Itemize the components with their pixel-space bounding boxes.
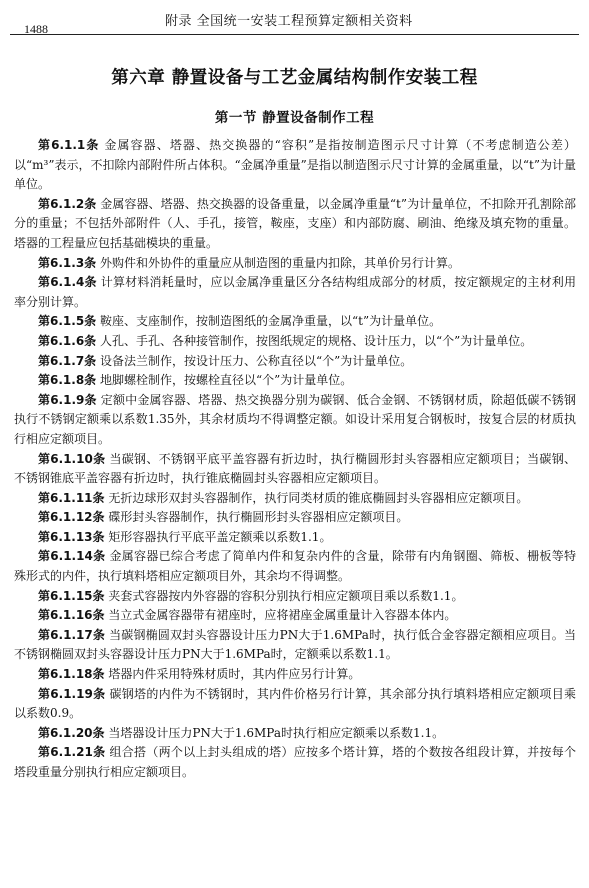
clause-6-1-15	[14, 587, 576, 607]
clause-6-1-5	[14, 312, 576, 332]
clause-6-1-10	[14, 450, 576, 489]
clause-label: 第6.1.6条	[38, 333, 97, 348]
section-title: 第一节 静置设备制作工程	[214, 110, 375, 126]
clause-label: 第6.1.1条	[38, 138, 100, 152]
clause-label: 第6.1.20条	[38, 725, 105, 740]
clause-6-1-19	[14, 685, 576, 724]
page-number: 1488	[24, 22, 48, 36]
clause-text: 碳钢塔的内件为不锈钢时，其内件价格另行计算，其余部分执行填料塔相应定额项目乘以系数0.9。	[14, 686, 576, 721]
clause-6-1-13	[14, 528, 576, 548]
clause-text: 定额中金属容器、塔器、热交换器分别为碳钢、低合金钢、不锈钢材质，除超低碳不锈钢执行不锈钢定额乘以系数1.35外，其余材质均不得调整定额。如设计采用复合钢板时，按复合层的材质执行相应定额项目。	[14, 392, 576, 446]
clause-text: 人孔、手孔、各种接管制作，按图纸规定的规格、设计压力，以“个”为计量单位。	[100, 333, 533, 348]
clause-6-1-12	[14, 508, 576, 528]
clause-text: 当立式金属容器带有裙座时，应将裙座金属重量计入容器本体内。	[108, 608, 457, 623]
clause-label: 第6.1.21条	[38, 745, 106, 760]
clause-6-1-14	[14, 547, 576, 586]
clause-text: 金属容器、塔器、热交换器的“容积”是指按制造图示尺寸计算（不考虑制造公差）以“m³”表示，不扣除内部附件所占体积。“金属净重量”是指以制造图示尺寸计算的金属重量，以“t”为计量单位。	[14, 138, 576, 192]
clause-6-1-2	[14, 195, 576, 254]
clause-label: 第6.1.19条	[38, 686, 106, 701]
clause-6-1-11	[14, 489, 576, 509]
clause-text: 当塔器设计压力PN大于1.6MPa时执行相应定额乘以系数1.1。	[108, 725, 445, 740]
clause-label: 第6.1.10条	[38, 451, 106, 466]
clause-text: 地脚螺栓制作，按螺栓直径以“个”为计量单位。	[100, 373, 353, 388]
clause-text: 金属容器、塔器、热交换器的设备重量，以金属净重量“t”为计量单位，不扣除开孔割除部分的重量；不包括外部附件（人、手孔，接管，鞍座，支座）和内部防腐、刷油、绝缘及填充物的重量。塔器的工程量应包括基础模块的重量。	[14, 196, 576, 250]
clause-text: 当碳钢、不锈钢平底平盖容器有折边时，执行椭圆形封头容器相应定额项目；当碳钢、不锈钢锥底平盖容器有折边时，执行锥底椭圆封头容器相应定额项目。	[14, 451, 576, 486]
clause-label: 第6.1.11条	[38, 490, 105, 505]
clause-text: 无折边球形双封头容器制作，执行同类材质的锥底椭圆封头容器相应定额项目。	[108, 490, 529, 505]
clause-label: 第6.1.18条	[38, 667, 105, 682]
clause-label: 第6.1.14条	[38, 549, 106, 564]
clause-label: 第6.1.13条	[38, 529, 105, 544]
clause-label: 第6.1.12条	[38, 510, 105, 525]
clause-label: 第6.1.8条	[38, 373, 97, 388]
clause-6-1-18	[14, 665, 576, 685]
clause-6-1-4	[14, 273, 576, 312]
clause-6-1-3	[14, 254, 576, 274]
clause-6-1-9	[14, 391, 576, 450]
clause-text: 外购件和外协件的重量应从制造图的重量内扣除，其单价另行计算。	[100, 255, 461, 270]
clause-label: 第6.1.3条	[38, 255, 97, 270]
clause-label: 第6.1.9条	[38, 392, 97, 407]
clause-text: 组合搭（两个以上封头组成的塔）应按多个塔计算，塔的个数按各组段计算，并按每个塔段重量分别执行相应定额项目。	[14, 745, 576, 779]
clause-list	[14, 136, 576, 783]
clause-6-1-6	[14, 332, 576, 352]
running-header	[10, 6, 579, 36]
clause-label: 第6.1.16条	[38, 608, 105, 623]
clause-text: 矩形容器执行平底平盖定额乘以系数1.1。	[108, 529, 332, 544]
clause-label: 第6.1.4条	[38, 275, 97, 290]
clause-6-1-8	[14, 371, 576, 391]
clause-6-1-1	[14, 136, 576, 195]
clause-text: 金属容器已综合考虑了简单内件和复杂内件的含量，除带有内角钢圈、筛板、栅板等特殊形式的内件，执行填料塔相应定额项目外，其余均不得调整。	[14, 549, 576, 584]
clause-text: 碟形封头容器制作，执行椭圆形封头容器相应定额项目。	[108, 510, 409, 525]
clause-label: 第6.1.2条	[38, 196, 97, 211]
clause-6-1-17	[14, 626, 576, 665]
clause-text: 设备法兰制作，按设计压力、公称直径以“个”为计量单位。	[100, 353, 413, 368]
clause-text: 鞍座、支座制作，按制造图纸的金属净重量，以“t”为计量单位。	[100, 314, 442, 329]
clause-label: 第6.1.15条	[38, 588, 105, 603]
clause-label: 第6.1.17条	[38, 627, 106, 642]
clause-text: 夹套式容器按内外容器的容积分别执行相应定额项目乘以系数1.1。	[108, 588, 464, 603]
clause-text: 当碳钢椭圆双封头容器设计压力PN大于1.6MPa时，执行低合金容器定额相应项目。当不锈钢椭圆双封头容器设计压力PN大于1.6MPa时，定额乘以系数1.1。	[14, 627, 576, 662]
clause-text: 塔器内件采用特殊材质时，其内件应另行计算。	[108, 667, 361, 682]
header-rule	[10, 34, 579, 35]
chapter-title: 第六章 静置设备与工艺金属结构制作安装工程	[111, 68, 478, 88]
clause-6-1-20	[14, 724, 576, 744]
clause-6-1-16	[14, 606, 576, 626]
clause-6-1-21	[14, 743, 576, 782]
clause-text: 计算材料消耗量时，应以金属净重量区分各结构组成部分的材质，按定额规定的主材利用率分别计算。	[14, 275, 576, 309]
clause-label: 第6.1.7条	[38, 353, 97, 368]
clause-label: 第6.1.5条	[38, 314, 97, 329]
clause-6-1-7	[14, 352, 576, 372]
running-header-title: 附录 全国统一安装工程预算定额相关资料	[165, 14, 413, 29]
